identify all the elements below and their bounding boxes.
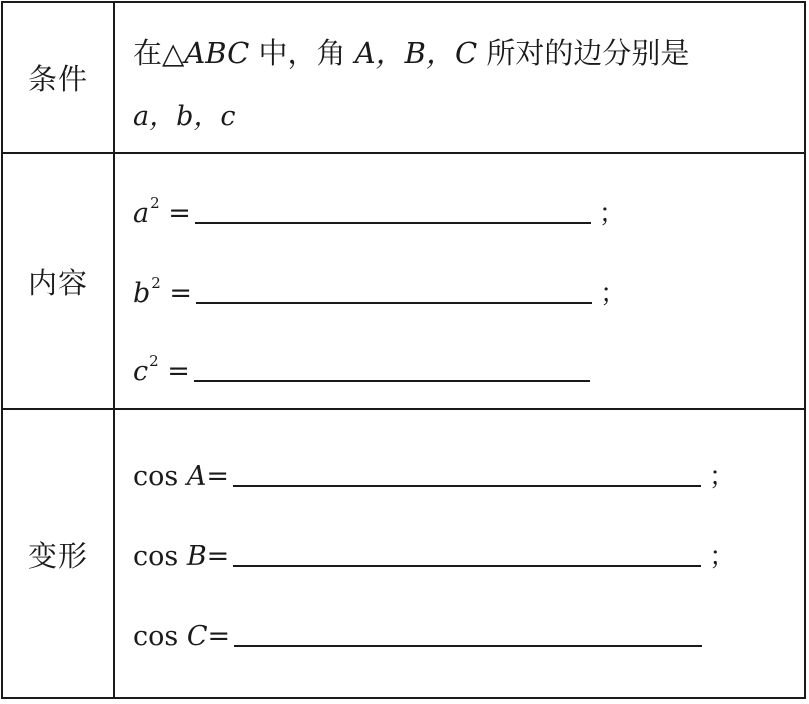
content-label-cell <box>3 154 115 408</box>
formula-exponent: 2 <box>149 352 159 370</box>
formula-fn: cos <box>133 461 187 492</box>
formula-equals: = <box>206 461 229 492</box>
formula-a-squared <box>133 192 625 229</box>
condition-text-line1 <box>133 31 689 72</box>
formula-cos-c <box>133 622 702 652</box>
transform-row <box>3 410 804 699</box>
formula-c-squared <box>133 350 590 387</box>
formula-var: C <box>186 621 208 652</box>
law-of-cosines-table <box>1 1 806 699</box>
answer-blank-c-squared[interactable] <box>194 379 590 382</box>
formula-equals: = <box>158 356 190 387</box>
condition-text-line2: a，b，c <box>133 101 236 132</box>
formula-equals: = <box>160 278 193 309</box>
formula-cos-a <box>133 462 735 492</box>
formula-fn: cos <box>133 621 187 652</box>
content-content-cell <box>115 154 804 408</box>
transform-content-cell <box>115 410 804 699</box>
condition-triangle-prefix: 在△ <box>133 36 185 70</box>
condition-row <box>3 3 804 154</box>
formula-equals: = <box>206 541 230 572</box>
formula-var: a <box>133 198 150 229</box>
formula-semicolon: ； <box>709 542 736 572</box>
answer-blank-a-squared[interactable] <box>195 221 591 224</box>
formula-var: c <box>133 356 149 387</box>
formula-exponent: 2 <box>151 274 161 292</box>
condition-vertices: A，B，C <box>354 36 478 70</box>
condition-label: 条件 <box>27 62 88 96</box>
formula-fn: cos <box>133 541 187 572</box>
condition-label-cell <box>3 3 115 152</box>
answer-blank-b-squared[interactable] <box>196 301 592 304</box>
formula-semicolon: ； <box>708 462 735 492</box>
answer-blank-cos-c[interactable] <box>234 644 702 647</box>
transform-label-cell <box>3 410 115 699</box>
condition-triangle-name: ABC <box>184 36 250 70</box>
formula-var: B <box>186 541 207 572</box>
answer-blank-cos-a[interactable] <box>233 484 701 487</box>
condition-angle-text: 中，角 <box>249 36 355 70</box>
formula-exponent: 2 <box>150 194 160 212</box>
condition-content-cell <box>115 3 804 152</box>
formula-semicolon: ； <box>600 279 627 309</box>
formula-var: b <box>133 278 151 309</box>
content-row <box>3 154 804 410</box>
formula-equals: = <box>159 198 191 229</box>
content-label: 内容 <box>27 265 88 300</box>
formula-equals: = <box>207 621 231 652</box>
formula-semicolon: ； <box>598 199 625 229</box>
transform-label: 变形 <box>27 539 88 573</box>
formula-b-squared <box>133 272 626 309</box>
condition-sides-text: 所对的边分别是 <box>477 36 690 70</box>
formula-var: A <box>186 461 207 492</box>
answer-blank-cos-b[interactable] <box>233 564 701 567</box>
formula-cos-b <box>133 542 735 572</box>
